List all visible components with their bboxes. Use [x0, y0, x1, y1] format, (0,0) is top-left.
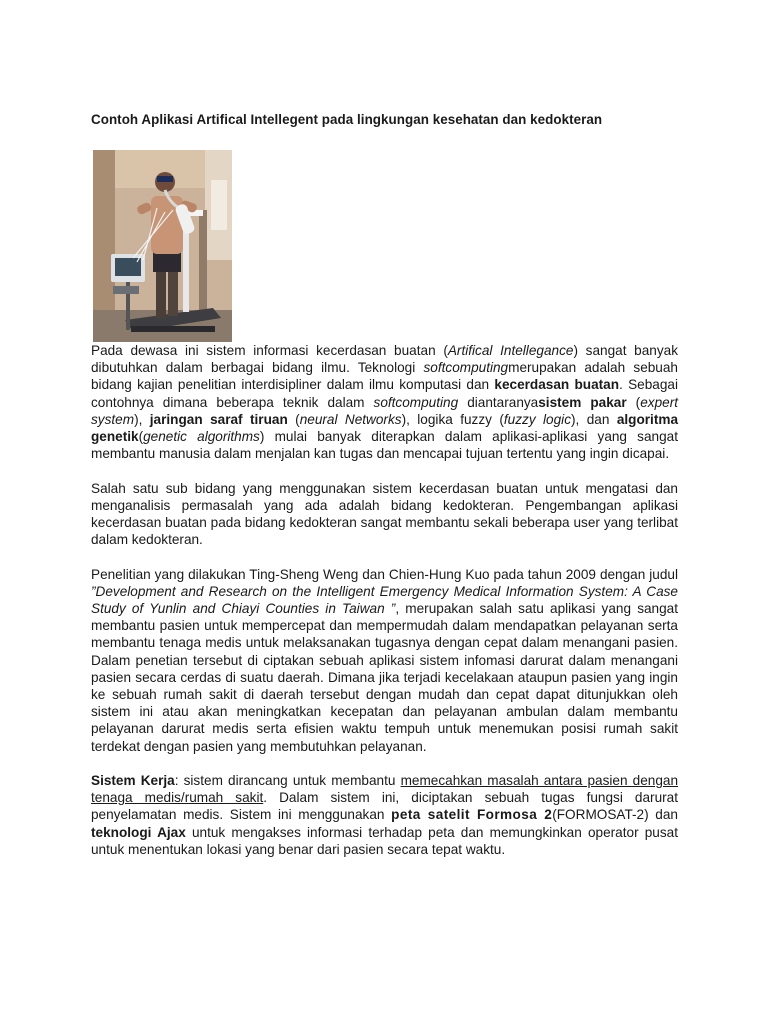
bold-term: sistem pakar [538, 394, 627, 410]
text-run: . Sebagai contohnya dimana beberapa teknik dalam [91, 377, 678, 410]
underlined-text: memecahkan masalah antara pasien dengan tenaga medis/rumah sakit [91, 773, 679, 806]
text-run: ( [138, 429, 144, 445]
italic-term: genetic algorithms [143, 429, 260, 445]
text-run: ), logika fuzzy ( [401, 411, 504, 427]
italic-paper-title: ”Development and Research on the Intelligent Emergency Medical Information System: A Case Study of Yunlin and Chiayi Counties in Taiwan ” [91, 583, 678, 617]
italic-term: Artifical Intellegance [447, 343, 574, 358]
italic-term: expert system [91, 394, 678, 427]
italic-term: neural Networks [299, 411, 402, 427]
bold-term: Sistem Kerja [91, 773, 175, 789]
text-run: . Dalam sistem ini, diciptakan sebuah tugas fungsi darurat penyelamatan medis. Sistem ini menggunakan [91, 790, 678, 823]
text-run: ) sangat banyak dibutuhkan dalam berbagai bidang ilmu. Teknologi [91, 343, 678, 376]
text-run: merupakan adalah sebuah bidang kajian penelitian interdisipliner dalam ilmu komputasi dan [91, 360, 678, 393]
treadmill-exercise-test-photo [93, 150, 232, 342]
paragraph-research [91, 566, 678, 755]
text-run: , merupakan salah satu aplikasi yang sangat membantu pasien untuk mempercepat dan mempermudah dalam mendapatkan pelayanan serta membantu tenaga medis untuk melaksanakan tugasnya dengan cepat dalam menangani pasien. Dalam penetian tersebut di ciptakan sebuah aplikasi sistem infomasi darurat dalam menangani pasien secara cerdas di suatu daerah. Dimana jika terjadi kecelakaan ataupun pasien yang ingin ke sebuah rumah sakit di daerah tersebut dengan mudah dan cepat dapat ditunjukkan oleh sistem ini atau akan meningkatkan kecepatan dan pelayanan ambulan dalam membantu pelayanan darurat medis serta efisien waktu tempuh untuk menemukan posisi rumah sakit terdekat dengan pasien yang membutuhkan pelayanan. [91, 601, 679, 754]
text-run: ( [626, 394, 641, 410]
document-title: Contoh Aplikasi Artifical Intellegent pada lingkungan kesehatan dan kedokteran [91, 112, 603, 127]
text-run: : sistem dirancang untuk membantu [174, 773, 401, 789]
bold-term: kecerdasan buatan [494, 377, 620, 393]
text-run: Penelitian yang dilakukan Ting-Sheng Weng dan Chien-Hung Kuo pada tahun 2009 dengan judul [91, 566, 678, 582]
text-run: ( [287, 411, 300, 427]
article-body [91, 342, 678, 875]
text-run: ), [134, 411, 150, 427]
italic-term: softcomputing [423, 360, 509, 376]
text-run: untuk mengakses informasi terhadap peta dan memungkinkan operator pusat untuk menentukan lokasi yang benar dari pasien secara tepat waktu. [91, 824, 679, 857]
bold-term: algoritma genetik [91, 411, 679, 445]
text-run: diantaranya [458, 394, 539, 410]
italic-term: softcomputing [373, 394, 459, 410]
bold-term: teknologi Ajax [91, 824, 186, 840]
italic-term: fuzzy logic [503, 411, 571, 427]
photo-illustration [93, 150, 232, 342]
text-run: ), dan [571, 411, 617, 427]
text-run: ) mulai banyak diterapkan dalam aplikasi-aplikasi yang sangat membantu manusia dalam menjalan kan tugas dan mencapai tujuan tertentu yang ingin dicapai. [91, 429, 678, 462]
text-run: Pada dewasa ini sistem informasi kecerdasan buatan ( [91, 343, 448, 358]
text-run: (FORMOSAT-2) dan [552, 807, 678, 823]
paragraph-intro [91, 342, 678, 462]
paragraph-system-work [91, 772, 678, 858]
bold-term: jaringan saraf tiruan [149, 411, 288, 427]
bold-term: peta satelit Formosa 2 [391, 807, 553, 823]
paragraph-medical-field: Salah satu sub bidang yang menggunakan sistem kecerdasan buatan untuk mengatasi dan menganalisis permasalah yang ada adalah bidang kedokteran. Pengembangan aplikasi kecerdasan buatan pada bidang kedokteran sangat membantu sekali beberapa user yang terlibat dalam kedokteran. [91, 480, 678, 548]
